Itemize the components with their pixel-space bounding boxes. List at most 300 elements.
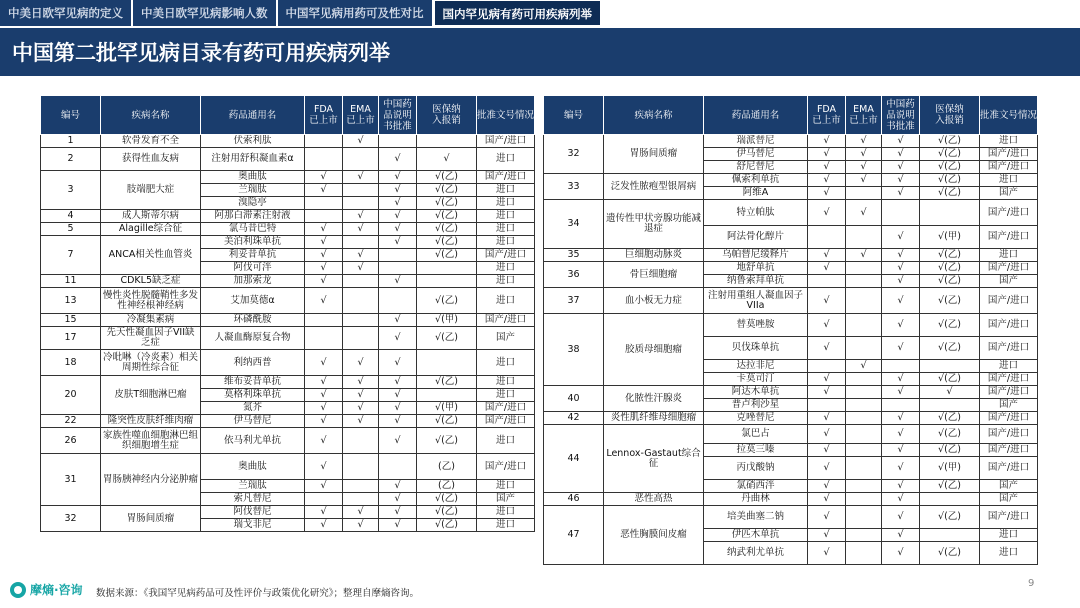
insurance-cell: √(乙)	[920, 262, 980, 275]
approval-number-cell: 国产/进口	[980, 148, 1038, 161]
china-approval-cell: √	[882, 493, 920, 506]
insurance-cell: √(乙)	[417, 519, 477, 532]
china-approval-cell: √	[379, 223, 417, 236]
ema-cell	[343, 480, 379, 493]
fda-cell	[808, 275, 846, 288]
approval-number-cell: 国产/进口	[980, 314, 1038, 337]
fda-cell: √	[808, 148, 846, 161]
fda-cell: √	[808, 288, 846, 314]
ema-cell	[846, 226, 882, 249]
china-approval-cell: √	[882, 412, 920, 425]
fda-cell: √	[305, 350, 343, 376]
number-cell: 2	[41, 148, 101, 171]
insurance-cell	[920, 399, 980, 412]
ema-cell: √	[343, 210, 379, 223]
ema-cell: √	[846, 200, 882, 226]
drug-cell: 氯马昔巴特	[201, 223, 305, 236]
ema-cell	[846, 412, 882, 425]
approval-number-cell: 进口	[477, 223, 535, 236]
insurance-cell: √(乙)	[417, 249, 477, 262]
drug-cell: 舒尼替尼	[704, 161, 808, 174]
drug-cell: 纳武利尤单抗	[704, 542, 808, 565]
number-cell: 34	[544, 200, 604, 249]
approval-number-cell: 国产/进口	[477, 454, 535, 480]
china-approval-cell: √	[882, 529, 920, 542]
disease-cell: 成人斯蒂尔病	[101, 210, 201, 223]
number-cell: 40	[544, 386, 604, 412]
fda-cell: √	[305, 275, 343, 288]
approval-number-cell: 国产/进口	[980, 200, 1038, 226]
fda-cell: √	[305, 506, 343, 519]
drug-cell: 伊马替尼	[704, 148, 808, 161]
number-cell: 18	[41, 350, 101, 376]
approval-number-cell: 进口	[477, 262, 535, 275]
approval-number-cell: 进口	[477, 480, 535, 493]
china-approval-cell: √	[882, 457, 920, 480]
tab-1[interactable]: 中美日欧罕见病的定义	[0, 0, 131, 26]
ema-cell	[846, 187, 882, 200]
company-logo	[10, 581, 83, 598]
number-cell: 13	[41, 288, 101, 314]
insurance-cell: √(乙)	[417, 184, 477, 197]
table-row	[544, 135, 1038, 148]
ema-cell	[846, 444, 882, 457]
insurance-cell: √(乙)	[417, 493, 477, 506]
ema-cell: √	[343, 249, 379, 262]
china-approval-cell: √	[379, 493, 417, 506]
fda-cell: √	[808, 444, 846, 457]
drug-cell: 维布妥昔单抗	[201, 376, 305, 389]
number-cell: 22	[41, 415, 101, 428]
approval-number-cell: 进口	[477, 210, 535, 223]
data-source-note: 数据来源：《我国罕见病药品可及性评价与政策优化研究》；整理自摩熵咨询。	[96, 588, 420, 599]
approval-number-cell: 国产/进口	[980, 288, 1038, 314]
drug-cell: 培美曲塞二钠	[704, 506, 808, 529]
insurance-cell	[920, 200, 980, 226]
table-row	[41, 314, 535, 327]
approval-number-cell: 国产/进口	[980, 226, 1038, 249]
ema-cell	[343, 428, 379, 454]
disease-cell: 冷吡啉（冷炎素）相关周期性综合征	[101, 350, 201, 376]
drug-cell: 人凝血酶原复合物	[201, 327, 305, 350]
table-row	[41, 454, 535, 480]
number-cell: 4	[41, 210, 101, 223]
fda-cell: √	[305, 415, 343, 428]
disease-cell: CDKL5缺乏症	[101, 275, 201, 288]
column-header: 中国药品说明书批准	[882, 96, 920, 135]
tab-2[interactable]: 中美日欧罕见病影响人数	[133, 0, 276, 26]
ema-cell: √	[343, 506, 379, 519]
fda-cell: √	[808, 187, 846, 200]
approval-number-cell: 国产/进口	[980, 457, 1038, 480]
ema-cell: √	[846, 148, 882, 161]
number-cell: 3	[41, 171, 101, 210]
fda-cell	[305, 197, 343, 210]
china-approval-cell: √	[379, 314, 417, 327]
fda-cell: √	[808, 457, 846, 480]
drug-cell: 克唑替尼	[704, 412, 808, 425]
fda-cell: √	[305, 171, 343, 184]
fda-cell	[305, 210, 343, 223]
approval-number-cell: 国产/进口	[477, 135, 535, 148]
fda-cell: √	[808, 506, 846, 529]
approval-number-cell: 进口	[477, 519, 535, 532]
drug-cell: 乌帕替尼缓释片	[704, 249, 808, 262]
column-header: 编号	[41, 96, 101, 135]
table-body	[544, 135, 1038, 565]
insurance-cell	[417, 135, 477, 148]
number-cell: 42	[544, 412, 604, 425]
ema-cell: √	[343, 415, 379, 428]
approval-number-cell: 进口	[980, 174, 1038, 187]
number-cell: 46	[544, 493, 604, 506]
china-approval-cell: √	[882, 337, 920, 360]
drug-cell: 伊匹木单抗	[704, 529, 808, 542]
approval-number-cell: 进口	[980, 135, 1038, 148]
china-approval-cell: √	[379, 389, 417, 402]
insurance-cell: √(甲)	[920, 457, 980, 480]
insurance-cell	[417, 389, 477, 402]
table-header-row	[41, 96, 535, 135]
ema-cell: √	[846, 249, 882, 262]
column-header: 医保纳 入报销	[417, 96, 477, 135]
drug-cell: 阿达木单抗	[704, 386, 808, 399]
drug-cell: 地舒单抗	[704, 262, 808, 275]
ema-cell	[343, 493, 379, 506]
china-approval-cell: √	[882, 135, 920, 148]
column-header: 医保纳 入报销	[920, 96, 980, 135]
page-title: 中国第二批罕见病目录有药可用疾病列举	[12, 41, 390, 65]
drug-cell: 阿法骨化醇片	[704, 226, 808, 249]
drug-cell: 拉莫三嗪	[704, 444, 808, 457]
china-approval-cell	[379, 135, 417, 148]
drug-cell: 普卢利沙星	[704, 399, 808, 412]
approval-number-cell: 国产	[980, 187, 1038, 200]
approval-number-cell: 进口	[477, 506, 535, 519]
drug-cell: 利妥昔单抗	[201, 249, 305, 262]
approval-number-cell: 进口	[980, 542, 1038, 565]
china-approval-cell: √	[379, 236, 417, 249]
disease-cell: 先天性凝血因子VII缺乏症	[101, 327, 201, 350]
number-cell: 31	[41, 454, 101, 506]
ema-cell	[846, 493, 882, 506]
insurance-cell: √(乙)	[920, 135, 980, 148]
fda-cell: √	[305, 402, 343, 415]
ema-cell	[846, 542, 882, 565]
table-row	[544, 249, 1038, 262]
number-cell: 20	[41, 376, 101, 415]
ema-cell	[343, 288, 379, 314]
table-body	[41, 135, 535, 532]
drug-cell: 溴隐亭	[201, 197, 305, 210]
left-drug-table	[40, 95, 535, 532]
ema-cell	[846, 480, 882, 493]
disease-cell: 遗传性甲状旁腺功能减退症	[604, 200, 704, 249]
column-header: 药品通用名	[704, 96, 808, 135]
fda-cell: √	[808, 529, 846, 542]
drug-cell: 特立帕肽	[704, 200, 808, 226]
insurance-cell: √(乙)	[417, 197, 477, 210]
drug-cell: 奥曲肽	[201, 454, 305, 480]
table-header-row	[544, 96, 1038, 135]
disease-cell: 肢端肥大症	[101, 171, 201, 210]
drug-cell: 佩索利单抗	[704, 174, 808, 187]
ema-cell: √	[343, 262, 379, 275]
fda-cell: √	[305, 223, 343, 236]
column-header: EMA 已上市	[846, 96, 882, 135]
number-cell: 36	[544, 262, 604, 288]
china-approval-cell	[882, 200, 920, 226]
approval-number-cell: 进口	[477, 148, 535, 171]
insurance-cell: √(乙)	[920, 275, 980, 288]
insurance-cell	[417, 275, 477, 288]
approval-number-cell: 国产/进口	[980, 373, 1038, 386]
fda-cell: √	[305, 236, 343, 249]
ema-cell: √	[343, 519, 379, 532]
ema-cell	[846, 288, 882, 314]
approval-number-cell: 国产	[477, 327, 535, 350]
tab-4[interactable]: 国内罕见病有药可用疾病列举	[434, 0, 602, 26]
insurance-cell: √	[417, 148, 477, 171]
disease-cell: Alagille综合征	[101, 223, 201, 236]
ema-cell	[343, 454, 379, 480]
fda-cell: √	[305, 428, 343, 454]
drug-cell: 艾加莫德α	[201, 288, 305, 314]
drug-cell: 瑞派替尼	[704, 135, 808, 148]
insurance-cell: √(乙)	[920, 174, 980, 187]
approval-number-cell: 国产	[980, 399, 1038, 412]
insurance-cell: √(乙)	[920, 425, 980, 444]
table-row	[544, 314, 1038, 337]
drug-cell: 阿那白滞素注射液	[201, 210, 305, 223]
fda-cell: √	[305, 389, 343, 402]
china-approval-cell	[882, 360, 920, 373]
fda-cell: √	[808, 262, 846, 275]
column-header: FDA 已上市	[808, 96, 846, 135]
china-approval-cell: √	[882, 187, 920, 200]
drug-cell: 瑞戈非尼	[201, 519, 305, 532]
china-approval-cell: √	[379, 210, 417, 223]
drug-cell: 丹曲林	[704, 493, 808, 506]
drug-cell: 卡莫司汀	[704, 373, 808, 386]
table-row	[41, 210, 535, 223]
logo-icon	[10, 582, 26, 598]
ema-cell: √	[343, 135, 379, 148]
insurance-cell: √(甲)	[417, 402, 477, 415]
fda-cell: √	[808, 200, 846, 226]
fda-cell: √	[808, 425, 846, 444]
number-cell: 38	[544, 314, 604, 386]
fda-cell: √	[305, 249, 343, 262]
approval-number-cell: 国产/进口	[477, 314, 535, 327]
insurance-cell: √(乙)	[920, 373, 980, 386]
number-cell: 47	[544, 506, 604, 565]
table-row	[544, 412, 1038, 425]
number-cell: 17	[41, 327, 101, 350]
drug-cell: 阿伐可泮	[201, 262, 305, 275]
insurance-cell: √(乙)	[417, 171, 477, 184]
disease-cell: Lennox-Gastaut综合征	[604, 425, 704, 493]
china-approval-cell: √	[882, 249, 920, 262]
fda-cell: √	[808, 542, 846, 565]
ema-cell	[343, 148, 379, 171]
drug-cell: 伊马替尼	[201, 415, 305, 428]
insurance-cell: √(乙)	[417, 415, 477, 428]
table-row	[544, 262, 1038, 275]
number-cell: 32	[544, 135, 604, 174]
china-approval-cell: √	[882, 174, 920, 187]
drug-cell: 利纳西普	[201, 350, 305, 376]
china-approval-cell: √	[882, 425, 920, 444]
insurance-cell: √(乙)	[920, 148, 980, 161]
china-approval-cell: √	[379, 171, 417, 184]
fda-cell: √	[305, 262, 343, 275]
table-row	[544, 493, 1038, 506]
ema-cell: √	[343, 171, 379, 184]
fda-cell: √	[305, 184, 343, 197]
ema-cell	[846, 425, 882, 444]
table-row	[41, 376, 535, 389]
fda-cell	[305, 148, 343, 171]
ema-cell	[343, 184, 379, 197]
approval-number-cell: 国产/进口	[980, 337, 1038, 360]
number-cell: 32	[41, 506, 101, 532]
disease-cell: 骨巨细胞瘤	[604, 262, 704, 288]
ema-cell	[343, 197, 379, 210]
number-cell: 26	[41, 428, 101, 454]
china-approval-cell: √	[379, 506, 417, 519]
insurance-cell	[920, 493, 980, 506]
table-row	[544, 425, 1038, 444]
page-number: 9	[1028, 578, 1035, 589]
fda-cell	[808, 226, 846, 249]
approval-number-cell: 国产/进口	[477, 171, 535, 184]
china-approval-cell: √	[882, 288, 920, 314]
ema-cell	[846, 399, 882, 412]
china-approval-cell	[379, 454, 417, 480]
table-row	[41, 506, 535, 519]
ema-cell	[846, 314, 882, 337]
disease-cell: 恶性高热	[604, 493, 704, 506]
disease-cell: 恶性胸膜间皮瘤	[604, 506, 704, 565]
column-header: 批准文号情况	[477, 96, 535, 135]
ema-cell	[846, 262, 882, 275]
ema-cell	[343, 327, 379, 350]
right-drug-table	[543, 95, 1038, 565]
table-row	[41, 135, 535, 148]
china-approval-cell: √	[379, 519, 417, 532]
approval-number-cell: 国产/进口	[980, 386, 1038, 399]
number-cell: 7	[41, 236, 101, 275]
ema-cell	[343, 236, 379, 249]
drug-cell: 注射用重组人凝血因子VIIa	[704, 288, 808, 314]
drug-cell: 氯硝西泮	[704, 480, 808, 493]
insurance-cell	[920, 360, 980, 373]
fda-cell: √	[305, 480, 343, 493]
drug-cell: 氯巴占	[704, 425, 808, 444]
drug-cell: 莫格利珠单抗	[201, 389, 305, 402]
disease-cell: 获得性血友病	[101, 148, 201, 171]
drug-cell: 注射用舒积凝血素α	[201, 148, 305, 171]
china-approval-cell: √	[882, 226, 920, 249]
china-approval-cell: √	[882, 542, 920, 565]
tab-3[interactable]: 中国罕见病用药可及性对比	[278, 0, 432, 26]
approval-number-cell: 进口	[477, 236, 535, 249]
table-row	[41, 148, 535, 171]
disease-cell: 冷凝集素病	[101, 314, 201, 327]
approval-number-cell: 国产	[477, 493, 535, 506]
disease-cell: 化脓性汗腺炎	[604, 386, 704, 412]
insurance-cell: √(乙)	[920, 314, 980, 337]
insurance-cell: √(乙)	[417, 223, 477, 236]
table-row	[41, 171, 535, 184]
disease-cell: 胶质母细胞瘤	[604, 314, 704, 386]
table-row	[41, 350, 535, 376]
disease-cell: 胃肠胰神经内分泌肿瘤	[101, 454, 201, 506]
approval-number-cell: 进口	[477, 428, 535, 454]
insurance-cell: √(乙)	[920, 480, 980, 493]
ema-cell	[846, 337, 882, 360]
approval-number-cell: 国产	[980, 275, 1038, 288]
fda-cell: √	[808, 373, 846, 386]
drug-cell: 阿伐替尼	[201, 506, 305, 519]
insurance-cell: √(甲)	[920, 226, 980, 249]
disease-cell: 慢性炎性脱髓鞘性多发性神经根神经病	[101, 288, 201, 314]
number-cell: 35	[544, 249, 604, 262]
china-approval-cell: √	[379, 428, 417, 454]
fda-cell	[808, 399, 846, 412]
number-cell: 11	[41, 275, 101, 288]
approval-number-cell: 国产/进口	[980, 161, 1038, 174]
ema-cell	[846, 373, 882, 386]
table-row	[544, 506, 1038, 529]
insurance-cell: √(乙)	[417, 327, 477, 350]
ema-cell	[343, 314, 379, 327]
fda-cell: √	[305, 454, 343, 480]
ema-cell: √	[343, 350, 379, 376]
number-cell: 37	[544, 288, 604, 314]
column-header: 疾病名称	[101, 96, 201, 135]
table-row	[41, 236, 535, 249]
insurance-cell: √(乙)	[920, 288, 980, 314]
ema-cell	[846, 386, 882, 399]
approval-number-cell: 进口	[477, 275, 535, 288]
insurance-cell: √(乙)	[417, 288, 477, 314]
fda-cell: √	[808, 386, 846, 399]
column-header: EMA 已上市	[343, 96, 379, 135]
number-cell: 44	[544, 425, 604, 493]
ema-cell: √	[846, 135, 882, 148]
ema-cell: √	[846, 161, 882, 174]
china-approval-cell: √	[379, 415, 417, 428]
insurance-cell: √(乙)	[920, 187, 980, 200]
china-approval-cell: √	[379, 197, 417, 210]
disease-cell: 泛发性脓疱型银屑病	[604, 174, 704, 200]
ema-cell	[846, 457, 882, 480]
fda-cell: √	[305, 519, 343, 532]
insurance-cell: √(乙)	[920, 506, 980, 529]
column-header: 批准文号情况	[980, 96, 1038, 135]
insurance-cell: √(甲)	[417, 314, 477, 327]
drug-cell: 阿维A	[704, 187, 808, 200]
insurance-cell: √(乙)	[417, 236, 477, 249]
table-row	[41, 428, 535, 454]
approval-number-cell: 国产/进口	[980, 506, 1038, 529]
china-approval-cell: √	[379, 275, 417, 288]
china-approval-cell: √	[882, 444, 920, 457]
ema-cell: √	[343, 389, 379, 402]
china-approval-cell: √	[882, 480, 920, 493]
